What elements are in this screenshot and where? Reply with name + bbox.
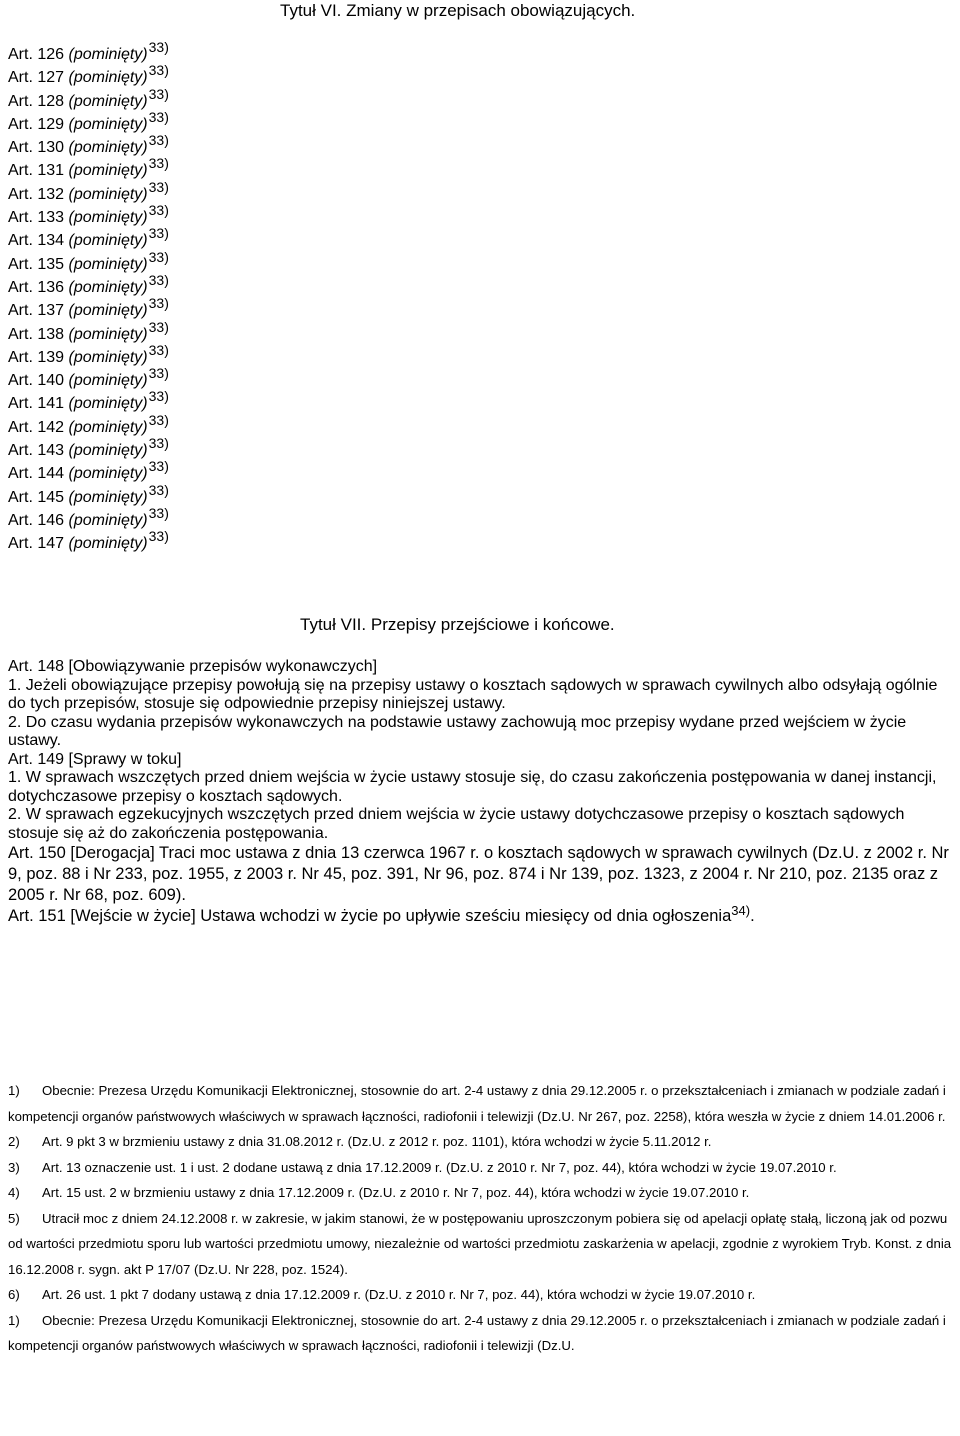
list-item: Art. 147 (pominięty)$^{33)}$ [8,528,169,553]
art-149-paragraph-1: 1. W sprawach wszczętych przed dniem wejścia w życie ustawy stosuje się, do czasu zakończenia postępowania w danej instancji, dotychczasowe przepisy o kosztach sądowych. [8,769,937,805]
list-item: Art. 134 (pominięty)$^{33)}$ [8,225,169,250]
list-item: Art. 135 (pominięty)$^{33)}$ [8,248,169,273]
list-item: Art. 140 (pominięty)$^{33)}$ [8,365,169,390]
art-149-paragraph-2: 2. W sprawach egzekucyjnych wszczętych przed dniem wejścia w życie ustawy dotychczasowe przepisy o kosztach sądowych stosuje się aż do zakończenia postępowania. [8,806,905,842]
list-item: Art. 127 (pominięty)$^{33)}$ [8,62,169,87]
footnote-1: 1) Obecnie: Prezesa Urzędu Komunikacji Elektronicznej, stosownie do art. 2-4 ustawy z dnia 29.12.2005 r. o przekształceniach i zmianach w podziale zadań i kompetencji organów państwowych właściwych w sprawach łączności, radiofonii i telewizji (Dz.U. Nr 267, poz. 2258), która weszła w życie z dniem 14.01.2006 r. [8,1083,946,1124]
list-item: Art. 136 (pominięty)$^{33)}$ [8,271,169,296]
footnote-2: 2) Art. 9 pkt 3 w brzmieniu ustawy z dnia 31.08.2012 r. (Dz.U. z 2012 r. poz. 1101), która wchodzi w życie 5.11.2012 r. [8,1134,712,1149]
list-item: Art. 146 (pominięty)$^{33)}$ [8,504,169,529]
footnote-5: 5) Utracił moc z dniem 24.12.2008 r. w zakresie, w jakim stanowi, że w postępowaniu uproszczonym pobiera się od apelacji opłatę stałą, liczoną jak od pozwu od wartości przedmiotu sporu lub wartości przedmiotu umowy, niezależnie od wartości przedmiotu zaskarżenia w apelacji, zgodnie z wyrokiem Tryb. Konst. z dnia 16.12.2008 r. sygn. akt P 17/07 (Dz.U. Nr 228, poz. 1524). [8,1210,952,1277]
list-item: Art. 126 (pominięty)$^{33)}$ [8,39,169,63]
art-151: Art. 151 [Wejście w życie] Ustawa wchodzi w życie po upływie sześciu miesięcy od dnia ogłoszenia$^{34)}$. [8,903,755,925]
list-item: Art. 131 (pominięty)$^{33)}$ [8,155,169,180]
footnotes [8,1078,956,1359]
omitted-articles-list [8,39,169,555]
footnote-1-repeat: 1) Obecnie: Prezesa Urzędu Komunikacji Elektronicznej, stosownie do art. 2-4 ustawy z dnia 29.12.2005 r. o przekształceniach i zmianach w podziale zadań i kompetencji organów państwowych właściwych w sprawach łączności, radiofonii i telewizji (Dz.U. [8,1312,946,1353]
final-provisions [8,658,956,927]
art-149-heading: Art. 149 [Sprawy w toku] [8,750,182,768]
list-item: Art. 141 (pominięty)$^{33)}$ [8,388,169,413]
art-148-paragraph-2: 2. Do czasu wydania przepisów wykonawczych na podstawie ustawy zachowują moc przepisy wydane przed wejściem w życie ustawy. [8,713,907,749]
art-148-paragraph-1: 1. Jeżeli obowiązujące przepisy powołują się na przepisy ustawy o kosztach sądowych w sprawach cywilnych albo odsyłają ogólnie do tych przepisów, stosuje się odpowiednie przepisy niniejszej ustawy. [8,676,938,712]
list-item: Art. 128 (pominięty)$^{33)}$ [8,85,169,110]
list-item: Art. 132 (pominięty)$^{33)}$ [8,178,169,203]
title-vii-heading: Tytuł VII. Przepisy przejściowe i końcowe. [300,615,615,634]
list-item: Art. 145 (pominięty)$^{33)}$ [8,481,169,506]
list-item: Art. 137 (pominięty)$^{33)}$ [8,295,169,320]
list-item: Art. 143 (pominięty)$^{33)}$ [8,435,169,460]
list-item: Art. 139 (pominięty)$^{33)}$ [8,341,169,366]
list-item: Art. 144 (pominięty)$^{33)}$ [8,458,169,483]
list-item: Art. 142 (pominięty)$^{33)}$ [8,411,169,436]
footnote-6: 6) Art. 26 ust. 1 pkt 7 dodany ustawą z dnia 17.12.2009 r. (Dz.U. z 2010 r. Nr 7, poz. 44), która wchodzi w życie 19.07.2010 r. [8,1287,756,1302]
list-item: Art. 133 (pominięty)$^{33)}$ [8,202,169,227]
title-vi-heading: Tytuł VI. Zmiany w przepisach obowiązujących. [280,1,636,20]
list-item: Art. 138 (pominięty)$^{33)}$ [8,318,169,343]
list-item: Art. 130 (pominięty)$^{33)}$ [8,132,169,157]
list-item: Art. 129 (pominięty)$^{33)}$ [8,108,169,133]
footnote-4: 4) Art. 15 ust. 2 w brzmieniu ustawy z dnia 17.12.2009 r. (Dz.U. z 2010 r. Nr 7, poz. 44), która wchodzi w życie 19.07.2010 r. [8,1185,750,1200]
art-148-heading: Art. 148 [Obowiązywanie przepisów wykonawczych] [8,658,378,675]
footnote-3: 3) Art. 13 oznaczenie ust. 1 i ust. 2 dodane ustawą z dnia 17.12.2009 r. (Dz.U. z 2010 r. Nr 7, poz. 44), która wchodzi w życie 19.07.2010 r. [8,1159,837,1175]
art-150: Art. 150 [Derogacja] Traci moc ustawa z dnia 13 czerwca 1967 r. o kosztach sądowych w sprawach cywilnych (Dz.U. z 2002 r. Nr 9, poz. 88 i Nr 233, poz. 1955, z 2003 r. Nr 45, poz. 391, Nr 96, poz. 874 i Nr 139, poz. 1323, z 2004 r. Nr 210, poz. 2135 oraz z 2005 r. Nr 68, poz. 609). [8,844,949,904]
